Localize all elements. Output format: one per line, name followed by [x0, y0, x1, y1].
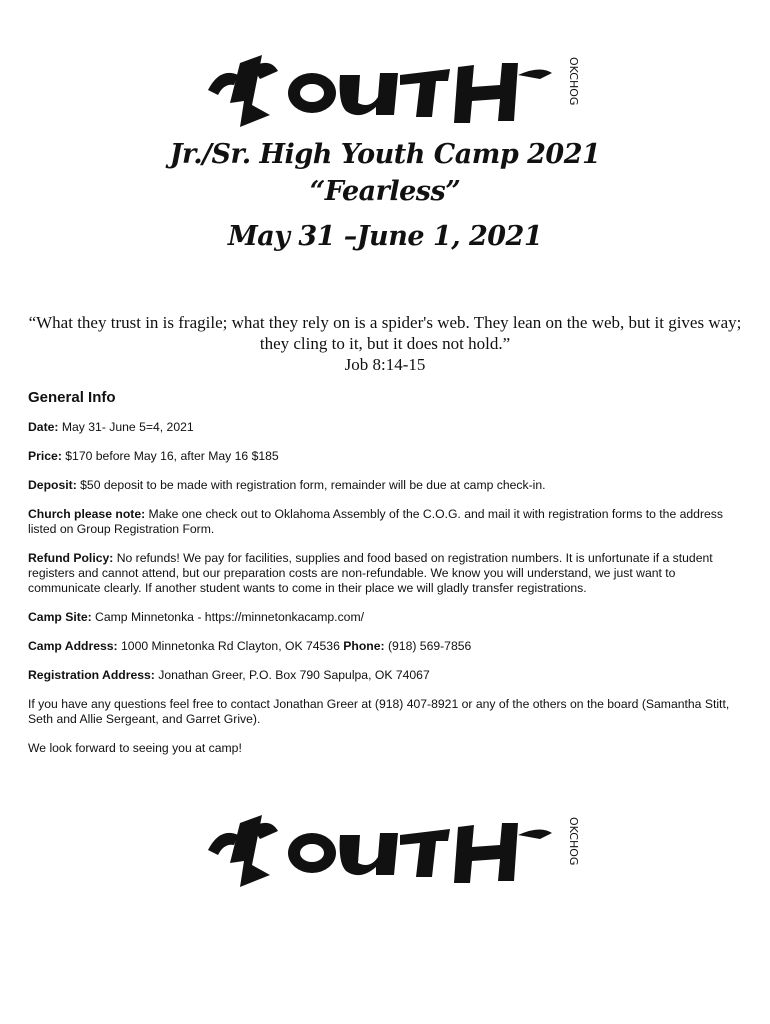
section-title: General Info	[28, 389, 116, 406]
camp-site-label: Camp Site:	[28, 610, 92, 624]
church-note-value: Make one check out to Oklahoma Assembly of the C.O.G. and mail it with registration forms to the address listed on Group Registration Form.	[28, 507, 723, 536]
date-line	[28, 420, 738, 435]
camp-site-value: Camp Minnetonka - https://minnetonkacamp.com/	[91, 610, 364, 624]
deposit-value: $50 deposit to be made with registration form, remainder will be due at camp check-in.	[76, 478, 546, 492]
closing-line: We look forward to seeing you at camp!	[28, 741, 242, 755]
phone-label: Phone:	[343, 639, 385, 653]
refund-policy-label: Refund Policy:	[28, 551, 114, 565]
refund-policy-value: No refunds! We pay for facilities, supplies and food based on registration numbers. It is unfortunate if a student registers and cannot attend, but our preparation costs are non-refundable. We know you will understand, we just want to communicate clearly. If another student wants to come in their place we will gladly transfer registrations.	[28, 551, 713, 595]
general-info-section	[28, 390, 738, 770]
scripture-reference: Job 8:14-15	[344, 355, 426, 374]
camp-theme: “Fearless”	[309, 176, 461, 207]
phone-value: (918) 569-7856	[384, 639, 472, 653]
scripture-quote: “What they trust in is fragile; what they rely on is a spider's web. They lean on the web, but it gives way; they cling to it, but it does not hold.”	[28, 313, 742, 353]
camp-site-line	[28, 610, 738, 625]
price-value: $170 before May 16, after May 16 $185	[61, 449, 279, 463]
youth-logo-graphic	[200, 805, 580, 895]
registration-address-line	[28, 668, 738, 683]
deposit-line	[28, 478, 738, 493]
camp-address-label: Camp Address:	[28, 639, 118, 653]
camp-address-value: 1000 Minnetonka Rd Clayton, OK 74536	[117, 639, 344, 653]
camp-title: Jr./Sr. High Youth Camp 2021	[169, 139, 601, 170]
contact-paragraph: If you have any questions feel free to contact Jonathan Greer at (918) 407-8921 or any of the others on the board (Samantha Stitt, Seth and Allie Sergeant, and Garret Grive).	[28, 697, 730, 726]
camp-address-line	[28, 639, 738, 654]
youth-logo-bottom	[200, 805, 580, 895]
refund-policy-line	[28, 551, 738, 596]
youth-logo-graphic	[200, 45, 580, 135]
registration-address-value: Jonathan Greer, P.O. Box 790 Sapulpa, OK 74067	[154, 668, 430, 682]
price-label: Price:	[28, 449, 62, 463]
scripture-block	[20, 312, 750, 375]
logo-side-text: OKCHOG	[567, 57, 580, 106]
price-line	[28, 449, 738, 464]
youth-logo-top	[200, 45, 580, 135]
date-label: Date:	[28, 420, 59, 434]
church-note-label: Church please note:	[28, 507, 146, 521]
registration-address-label: Registration Address:	[28, 668, 155, 682]
logo-side-text: OKCHOG	[567, 817, 580, 866]
camp-dates: May 31 –June 1, 2021	[227, 221, 543, 252]
date-value: May 31- June 5=4, 2021	[58, 420, 194, 434]
deposit-label: Deposit:	[28, 478, 77, 492]
church-note-line	[28, 507, 738, 537]
